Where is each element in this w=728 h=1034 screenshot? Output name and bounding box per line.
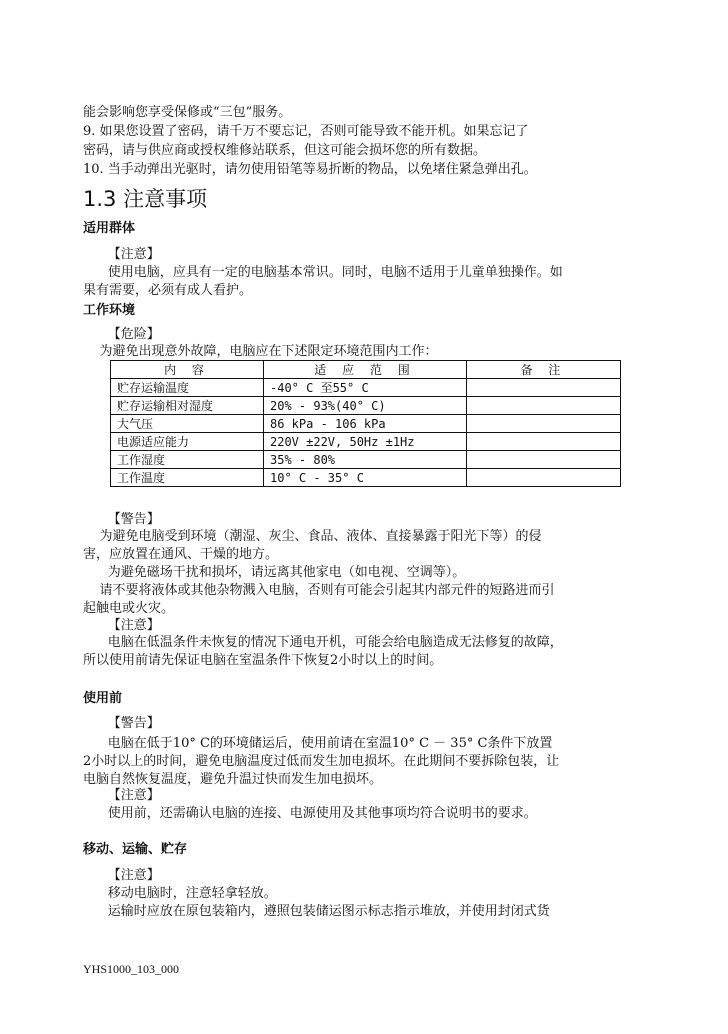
text-line: 使用电脑，应具有一定的电脑基本常识。同时，电脑不适用于儿童单独操作。如 xyxy=(83,265,563,280)
table-header: 内 容 xyxy=(111,361,264,379)
text-line: 为避免出现意外故障，电脑应在下述限定环境范围内工作： xyxy=(83,344,438,359)
environment-heading: 工作环境 xyxy=(83,303,136,318)
section-title: 1.3 注意事项 xyxy=(83,187,208,211)
text-line: 【注意】 xyxy=(83,788,160,803)
table-cell xyxy=(467,451,621,469)
table-cell: 电源适应能力 xyxy=(111,433,264,451)
text-line: 请不要将液体或其他杂物溅入电脑，否则有可能会引起其内部元件的短路进而引 xyxy=(83,583,555,598)
table-cell: 220V ±22V, 50Hz ±1Hz xyxy=(264,433,467,451)
text-line: 起触电或火灾。 xyxy=(83,601,175,616)
text-line: 【警告】 xyxy=(83,716,160,731)
text-line: 【注意】 xyxy=(83,247,160,262)
table-cell: 贮存运输温度 xyxy=(111,379,264,397)
text-line: 使用前，还需确认电脑的连接、电源使用及其他事项均符合说明书的要求。 xyxy=(83,806,537,821)
table-cell: 工作湿度 xyxy=(111,451,264,469)
table-cell: 20% - 93%(40° C) xyxy=(264,397,467,415)
text-line: 运输时应放在原包装箱内，遵照包装储运图示标志指示堆放，并使用封闭式货 xyxy=(83,904,550,919)
table-row xyxy=(111,397,621,415)
text-line: 【危险】 xyxy=(83,327,160,342)
environment-table xyxy=(110,360,621,487)
table-cell xyxy=(467,379,621,397)
table-row xyxy=(111,379,621,397)
table-cell xyxy=(467,397,621,415)
table-cell: 大气压 xyxy=(111,415,264,433)
text-line: 2小时以上的时间，避免电脑温度过低而发生加电损坏。在此期间不要拆除包装，让 xyxy=(83,754,560,769)
text-line: 果有需要，必须有成人看护。 xyxy=(83,283,253,298)
table-cell: 86 kPa - 106 kPa xyxy=(264,415,467,433)
text-line: 密码，请与供应商或授权维修站联系，但这可能会损坏您的所有数据。 xyxy=(83,143,487,158)
text-line: 【注意】 xyxy=(83,868,160,883)
table-row xyxy=(111,433,621,451)
table-cell: 贮存运输相对湿度 xyxy=(111,397,264,415)
applicable-heading: 适用群体 xyxy=(83,221,136,236)
text-line: 电脑自然恢复温度，避免升温过快而发生加电损坏。 xyxy=(83,772,383,787)
transport-heading: 移动、运输、贮存 xyxy=(83,842,188,857)
table-row xyxy=(111,469,621,487)
text-line: 所以使用前请先保证电脑在室温条件下恢复2小时以上的时间。 xyxy=(83,653,443,668)
table-row xyxy=(111,415,621,433)
text-line: 电脑在低于10° C的环境储运后，使用前请在室温10° C － 35° C条件下放置 xyxy=(83,736,553,751)
table-cell xyxy=(467,415,621,433)
table-header: 适 应 范 围 xyxy=(264,361,467,379)
table-cell: 35% - 80% xyxy=(264,451,467,469)
table-cell: 工作温度 xyxy=(111,469,264,487)
table-cell xyxy=(467,469,621,487)
table-cell: -40° C 至55° C xyxy=(264,379,467,397)
text-line: 10. 当手动弹出光驱时，请勿使用铅笔等易折断的物品，以免堵住紧急弹出孔。 xyxy=(83,162,537,177)
text-line: 害，应放置在通风、干燥的地方。 xyxy=(83,547,279,562)
text-line: 电脑在低温条件未恢复的情况下通电开机，可能会给电脑造成无法修复的故障， xyxy=(83,635,563,650)
text-line: 9. 如果您设置了密码，请千万不要忘记，否则可能导致不能开机。如果忘记了 xyxy=(83,124,529,139)
text-line: 移动电脑时，注意轻拿轻放。 xyxy=(83,886,277,901)
text-line: 【注意】 xyxy=(83,618,160,633)
before-use-heading: 使用前 xyxy=(83,691,123,706)
table-row xyxy=(111,451,621,469)
table-cell xyxy=(467,433,621,451)
table-header: 备 注 xyxy=(467,361,621,379)
text-line: 能会影响您享受保修或“三包”服务。 xyxy=(83,105,292,120)
page-footer: YHS1000_103_000 xyxy=(83,962,180,976)
text-line: 为避免电脑受到环境（潮湿、灰尘、食品、液体、直接暴露于阳光下等）的侵 xyxy=(83,529,542,544)
table-header-row xyxy=(111,361,621,379)
table-cell: 10° C - 35° C xyxy=(264,469,467,487)
text-line: 【警告】 xyxy=(83,512,160,527)
text-line: 为避免磁场干扰和损坏，请远离其他家电（如电视、空调等）。 xyxy=(83,565,466,580)
